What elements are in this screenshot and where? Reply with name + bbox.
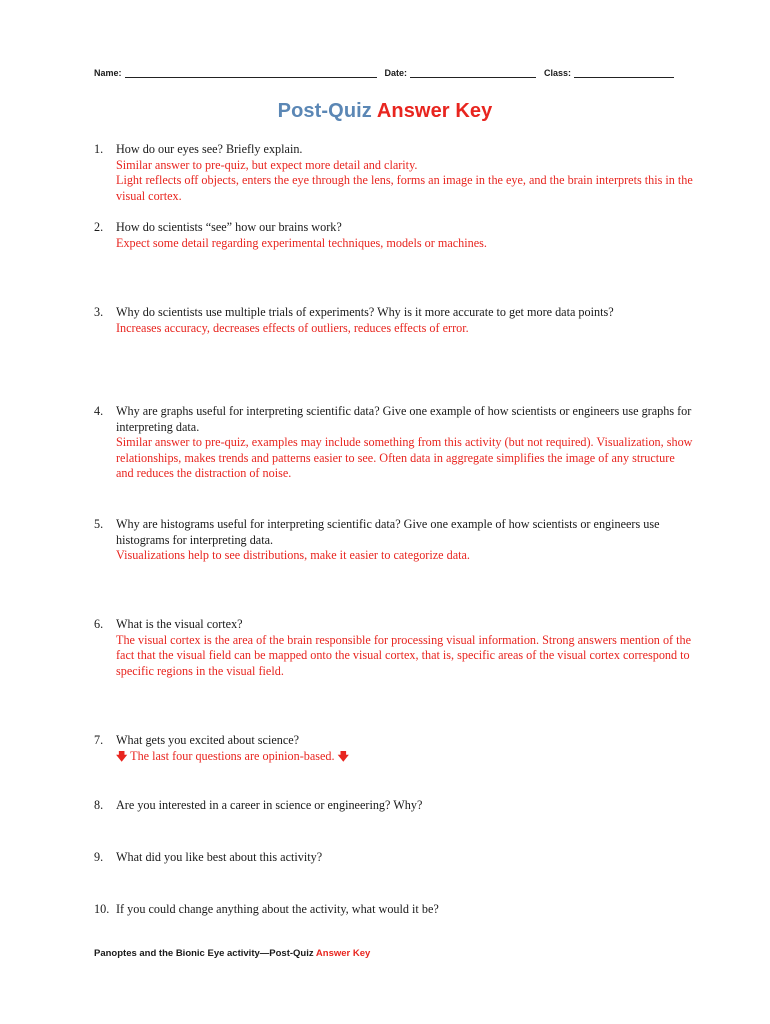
question-9	[94, 850, 694, 866]
question-number: 5.	[94, 517, 104, 531]
answer-text: Light reflects off objects, enters the eye through the lens, forms an image in the eye, and the brain interprets this in the visual cortex.	[116, 173, 693, 203]
question-number: 1.	[94, 142, 104, 156]
question-2	[94, 220, 694, 251]
question-text: What is the visual cortex?	[116, 617, 243, 631]
down-arrow-icon: 🡇	[116, 749, 128, 763]
question-4	[94, 404, 694, 482]
question-text: What gets you excited about science?	[116, 733, 300, 747]
question-number: 3.	[94, 305, 104, 319]
class-field[interactable]	[574, 67, 674, 78]
question-6	[94, 617, 694, 679]
question-text: How do scientists “see” how our brains work?	[116, 220, 342, 234]
question-number: 4.	[94, 404, 104, 418]
page-title	[0, 100, 770, 123]
note-text: The last four questions are opinion-based.	[130, 748, 335, 763]
question-3	[94, 305, 694, 336]
question-10	[94, 902, 694, 918]
answer-text: Visualizations help to see distributions, make it easier to categorize data.	[116, 548, 470, 563]
question-text: How do our eyes see? Briefly explain.	[116, 142, 303, 156]
question-5	[94, 517, 694, 564]
class-label: Class:	[544, 68, 572, 78]
question-text: Are you interested in a career in science or engineering? Why?	[116, 798, 423, 812]
question-7	[94, 733, 694, 764]
down-arrow-icon: 🡇	[337, 749, 349, 763]
page-footer	[94, 948, 370, 959]
answer-text: The visual cortex is the area of the brain responsible for processing visual information. Strong answers mention of the fact that the visual field can be mapped onto the visual cortex, that is, specific areas of the visual cortex correspond to specific regions in the visual field.	[116, 632, 692, 678]
answer-text: Expect some detail regarding experimental techniques, models or machines.	[116, 235, 487, 250]
question-text: If you could change anything about the activity, what would it be?	[116, 902, 439, 916]
date-label: Date:	[384, 68, 408, 78]
question-number: 2.	[94, 220, 104, 234]
opinion-note	[116, 749, 694, 765]
title-post-quiz: Post-Quiz	[277, 100, 372, 122]
question-number: 6.	[94, 617, 104, 631]
question-number: 8.	[94, 798, 104, 812]
footer-answer-key: Answer Key	[315, 948, 371, 959]
question-number: 7.	[94, 733, 104, 747]
question-text: Why are graphs useful for interpreting scientific data? Give one example of how scientists or engineers use graphs for interpreting data.	[116, 404, 692, 434]
question-text: What did you like best about this activity?	[116, 850, 323, 864]
question-text: Why do scientists use multiple trials of experiments? Why is it more accurate to get more data points?	[116, 305, 614, 319]
answer-text: Similar answer to pre-quiz, but expect more detail and clarity.	[116, 157, 418, 172]
question-1	[94, 142, 694, 204]
question-number: 10.	[94, 902, 110, 916]
header-fields	[94, 62, 674, 78]
question-text: Why are histograms useful for interpreting scientific data? Give one example of how scientists or engineers use histograms for interpreting data.	[116, 517, 660, 547]
name-field[interactable]	[125, 67, 377, 78]
name-label: Name:	[94, 68, 122, 78]
question-8	[94, 798, 694, 814]
footer-text: Panoptes and the Bionic Eye activity—Post-Quiz	[94, 948, 314, 959]
question-number: 9.	[94, 850, 104, 864]
date-field[interactable]	[410, 67, 536, 78]
title-answer-key: Answer Key	[376, 100, 493, 122]
answer-text: Increases accuracy, decreases effects of outliers, reduces effects of error.	[116, 320, 469, 335]
answer-text: Similar answer to pre-quiz, examples may include something from this activity (but not required). Visualization, show relationships, makes trends and patterns easier to see. Often data in aggregate simplifies the image of any structure and reduces the distraction of noise.	[116, 435, 693, 481]
